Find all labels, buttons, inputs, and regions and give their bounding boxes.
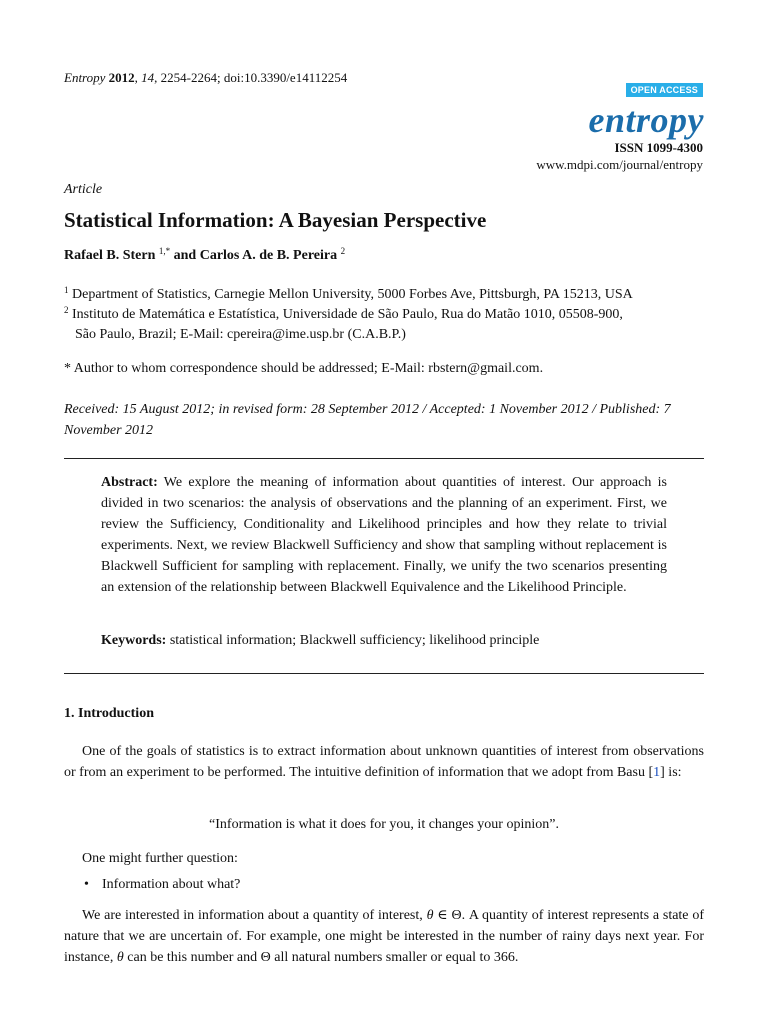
aff2-number: 2	[64, 305, 69, 315]
p3-in: ∈ Θ	[433, 908, 462, 923]
bullet-dot: •	[84, 877, 89, 892]
abstract	[101, 472, 667, 598]
bullet-text: Information about what?	[102, 877, 241, 892]
paper-title: Statistical Information: A Bayesian Perspective	[64, 208, 487, 232]
theta-symbol: θ	[426, 908, 434, 923]
affiliation-1	[64, 285, 633, 305]
abstract-text: We explore the meaning of information about quantities of interest. Our approach is divided in two scenarios: the analysis of observations and the planning of an experiment. First, we review the Sufficiency, Conditionality and Likelihood principles and how they relate to trivial experiments. Next, we review Blackwell Sufficiency and show that sampling without replacement is Blackwell Sufficient for sampling with replacement. Finally, we unify the two scenarios presenting an extension of the relationship between Blackwell Equivalence and the Likelihood Principle.	[101, 475, 667, 595]
aff1-text: Department of Statistics, Carnegie Mellon University, 5000 Forbes Ave, Pittsburgh, PA 15213, USA	[68, 287, 633, 302]
intro-paragraph-2: One might further question:	[82, 851, 238, 866]
aff2-text-line2: São Paulo, Brazil; E-Mail: cpereira@ime.usp.br (C.A.B.P.)	[75, 327, 406, 342]
citation-year: 2012	[108, 70, 135, 85]
citation-line: Entropy 2012, 14, 2254-2264; doi:10.3390/e14112254	[64, 70, 348, 85]
author-2-sup: 2	[340, 246, 346, 256]
author-2: and Carlos A. de B. Pereira	[170, 248, 338, 263]
article-type: Article	[64, 182, 103, 197]
author-1-sup: 1,*	[158, 246, 171, 256]
corr-star: *	[64, 361, 71, 376]
p3-c: can be this number and Θ all natural numbers smaller or equal to 366.	[123, 950, 519, 965]
bullet-item	[84, 877, 240, 893]
abstract-label: Abstract:	[101, 475, 158, 490]
aff1-number: 1	[64, 285, 69, 295]
publication-dates: Received: 15 August 2012; in revised form: 28 September 2012 / Accepted: 1 November 2012 / Published: 7 November 2012	[64, 402, 671, 438]
citation-journal: Entropy	[64, 70, 106, 85]
correspondence-note	[64, 361, 543, 377]
journal-url[interactable]: www.mdpi.com/journal/entropy	[536, 157, 703, 172]
intro-paragraph-3	[64, 905, 704, 968]
basu-quote: “Information is what it does for you, it changes your opinion”.	[209, 817, 559, 832]
citation-rest: , 2254-2264; doi:10.3390/e14112254	[154, 70, 348, 85]
keywords	[101, 633, 539, 649]
aff2-text-line1: Instituto de Matemática e Estatística, Universidade de São Paulo, Rua do Matão 1010, 05508-900,	[68, 307, 623, 322]
divider-top	[64, 458, 704, 459]
journal-logo: entropy	[588, 100, 704, 140]
author-1: Rafael B. Stern	[64, 248, 156, 263]
p1-text: One of the goals of statistics is to extract information about unknown quantities of interest from observations or from an experiment to be performed. The intuitive definition of information that we adopt from Basu [	[64, 744, 704, 780]
citation-volume: 14	[141, 70, 155, 85]
p3-a: We are interested in information about a quantity of interest,	[82, 908, 427, 923]
keywords-label: Keywords:	[101, 633, 167, 648]
issn: ISSN 1099-4300	[614, 140, 703, 155]
intro-paragraph-1	[64, 741, 704, 783]
corr-text: Author to whom correspondence should be addressed; E-Mail: rbstern@gmail.com.	[71, 361, 544, 376]
keywords-text: statistical information; Blackwell sufficiency; likelihood principle	[166, 633, 540, 648]
divider-bottom	[64, 673, 704, 674]
reference-link[interactable]: 1	[653, 765, 661, 780]
authors	[64, 248, 345, 264]
affiliation-2	[64, 305, 623, 345]
p3-b: . A quantity of interest represents a state of nature that we are uncertain of. For example, one might be interested in the number of rainy days next year. For instance,	[64, 908, 705, 965]
theta-symbol-2: θ	[116, 950, 124, 965]
open-access-badge: OPEN ACCESS	[626, 83, 703, 97]
p1-end: ] is:	[660, 765, 682, 780]
section-heading: 1. Introduction	[64, 706, 154, 721]
